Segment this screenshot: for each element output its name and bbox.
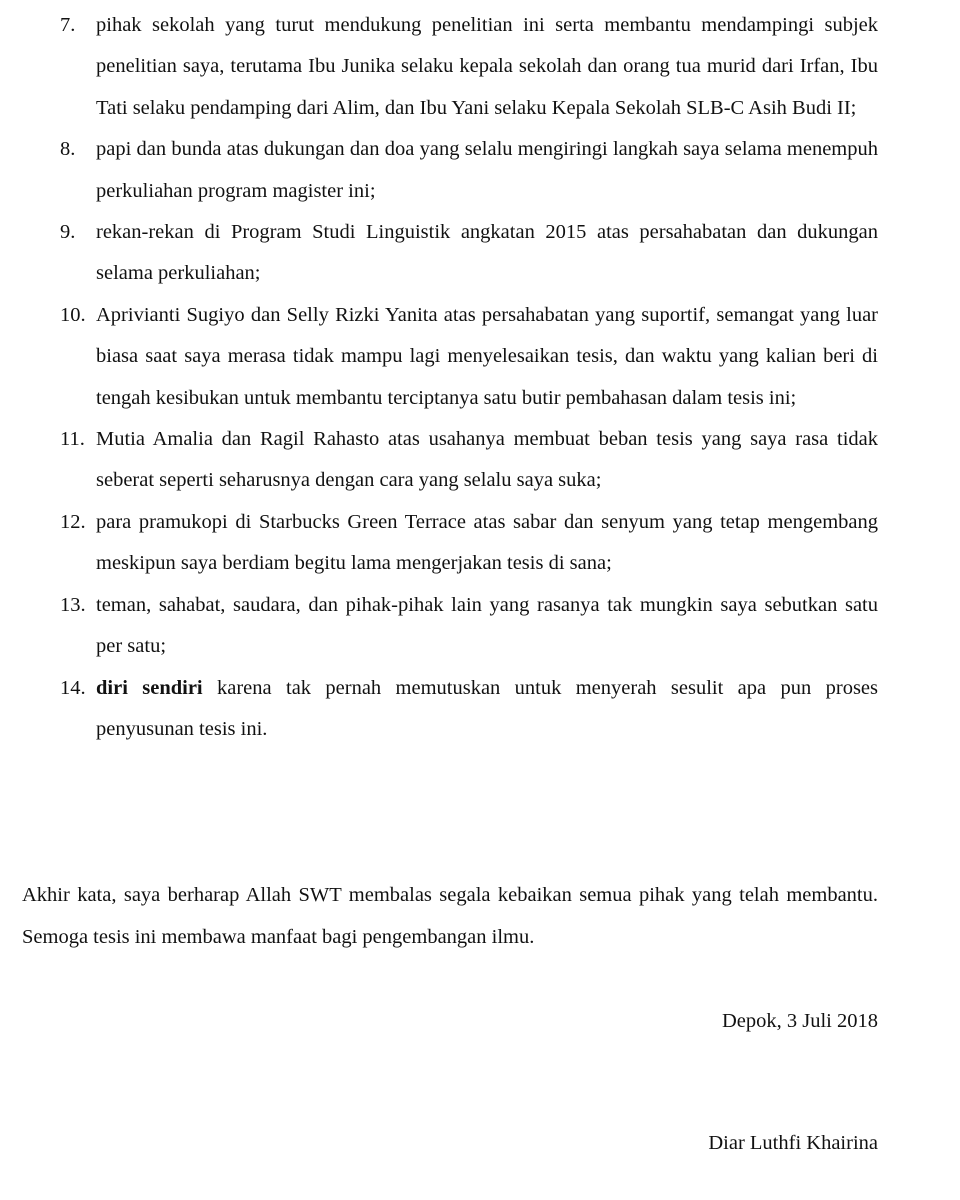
list-item-text: pihak sekolah yang turut mendukung penelitian ini serta membantu mendampingi subjek penelitian saya, terutama Ibu Junika selaku kepala sekolah dan orang tua murid dari Irfan, Ibu Tati selaku pendamping dari Alim, dan Ibu Yani selaku Kepala Sekolah SLB-C Asih Budi II; xyxy=(96,14,878,119)
list-item-text: Mutia Amalia dan Ragil Rahasto atas usahanya membuat beban tesis yang saya rasa tidak seberat seperti seharusnya dengan cara yang selalu saya suka; xyxy=(96,428,878,492)
list-item xyxy=(60,5,878,129)
list-item xyxy=(60,129,878,212)
closing-paragraph: Akhir kata, saya berharap Allah SWT membalas segala kebaikan semua pihak yang telah membantu. Semoga tesis ini membawa manfaat bagi pengembangan ilmu. xyxy=(22,884,878,948)
list-item-text: papi dan bunda atas dukungan dan doa yang selalu mengiringi langkah saya selama menempuh perkuliahan program magister ini; xyxy=(96,138,878,202)
list-item-number: 10. xyxy=(60,303,86,326)
list-item xyxy=(60,668,878,751)
list-item-text: para pramukopi di Starbucks Green Terrace atas sabar dan senyum yang tetap mengembang meskipun saya berdiam begitu lama mengerjakan tesis di sana; xyxy=(96,510,878,575)
list-item-number: 11. xyxy=(60,428,85,451)
list-item-text: Aprivianti Sugiyo dan Selly Rizki Yanita atas persahabatan yang suportif, semangat yang luar biasa saat saya merasa tidak mampu lagi menyelesaikan tesis, dan waktu yang kalian beri di tengah kesibukan untuk membantu terciptanya satu butir pembahasan dalam tesis ini; xyxy=(96,303,878,409)
list-item-number: 8. xyxy=(60,138,76,161)
list-item-number: 12. xyxy=(60,510,86,533)
list-item xyxy=(60,295,878,419)
author-name: Diar Luthfi Khairina xyxy=(708,1132,878,1154)
list-item xyxy=(60,502,878,585)
list-item-number: 14. xyxy=(60,676,86,699)
list-item-number: 9. xyxy=(60,221,76,244)
list-item-number: 13. xyxy=(60,593,86,616)
list-item-number: 7. xyxy=(60,14,76,36)
place-and-date: Depok, 3 Juli 2018 xyxy=(721,1010,878,1032)
acknowledgement-list xyxy=(60,5,878,750)
list-item-emphasis: diri sendiri xyxy=(96,676,203,699)
list-item-text: karena tak pernah memutuskan untuk menyerah sesulit apa pun proses penyusunan tesis ini. xyxy=(96,676,878,740)
list-item-text: rekan-rekan di Program Studi Linguistik angkatan 2015 atas persahabatan dan dukungan selama perkuliahan; xyxy=(96,221,878,285)
list-item xyxy=(60,212,878,295)
list-item xyxy=(60,419,878,502)
list-item-text: teman, sahabat, saudara, dan pihak-pihak lain yang rasanya tak mungkin saya sebutkan satu per satu; xyxy=(96,593,878,658)
list-item xyxy=(60,585,878,668)
